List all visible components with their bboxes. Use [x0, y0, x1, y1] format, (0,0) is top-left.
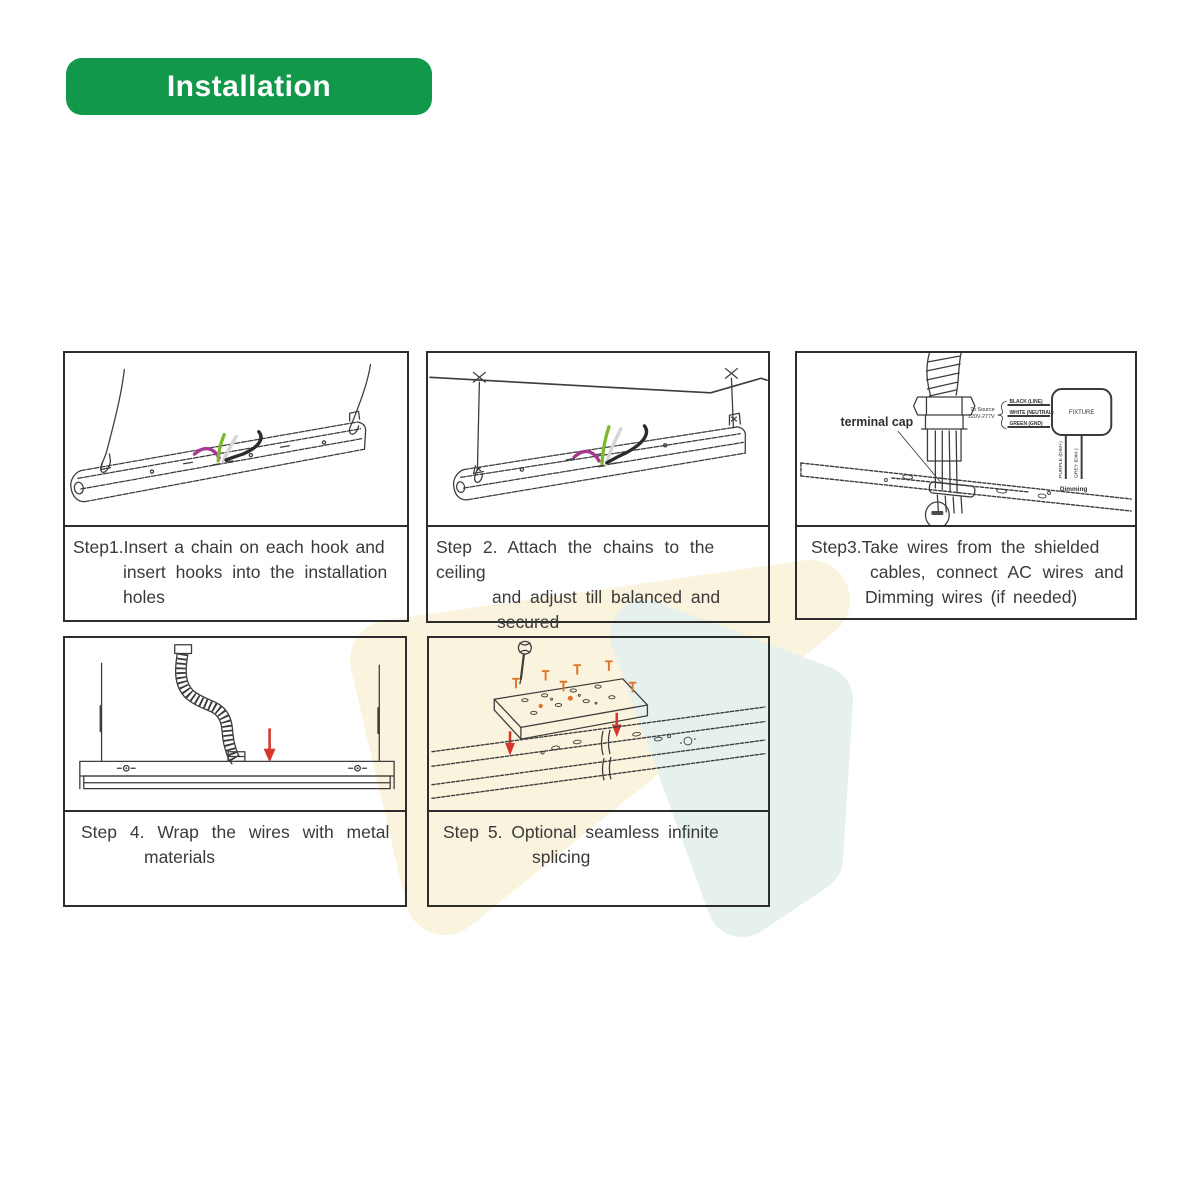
hanging-chains — [475, 378, 734, 482]
suspension-rods — [101, 663, 380, 761]
wire-label-ground: GREEN (GND) — [1009, 421, 1043, 428]
purple-wire — [194, 449, 219, 458]
step-2-caption — [428, 525, 768, 635]
panel-step-1 — [63, 351, 409, 622]
fixture-box-label: FIXTURE — [1068, 409, 1095, 417]
caption-line: splicing — [532, 847, 591, 867]
ceiling-line — [430, 369, 767, 393]
wire-label-line: BLACK (LINE) — [1009, 399, 1043, 406]
panel-step-3 — [795, 351, 1137, 620]
orange-screw-dot — [568, 696, 573, 701]
splice-plate — [494, 679, 647, 739]
caption-line: Step 4. Wrap the wires with metal — [81, 822, 390, 842]
down-arrow — [264, 728, 276, 762]
step-3-illustration — [797, 353, 1135, 525]
caption-line: and adjust till balanced and — [492, 587, 721, 607]
panel-step-2 — [426, 351, 770, 632]
installation-badge-label: Installation — [166, 69, 332, 103]
caption-line: materials — [144, 847, 215, 867]
caption-line: Step 2. Attach the chains to the ceiling — [436, 537, 715, 582]
caption-line: cables, connect AC wires and — [870, 562, 1124, 582]
screwdriver-icon — [518, 641, 531, 683]
terminal-cap-label: terminal cap — [840, 414, 914, 430]
source-label-line2: 120V-277V — [967, 413, 995, 421]
caption-line: insert hooks into the installation — [123, 562, 388, 582]
installation-badge — [66, 58, 432, 115]
rail-slots — [541, 732, 696, 754]
fixture-bar — [78, 422, 365, 502]
step-2-illustration — [428, 353, 768, 525]
green-wire — [218, 435, 224, 461]
fixture-bar-ends — [454, 413, 746, 500]
caption-line: Step 5. Optional seamless infinite — [443, 822, 719, 842]
step-2-drawing — [428, 353, 768, 525]
panel-step-4 — [63, 636, 407, 907]
step-3-caption — [797, 525, 1135, 618]
orange-screw-dot — [539, 704, 543, 708]
down-arrows — [505, 713, 622, 756]
wire-label-neutral: WHITE (NEUTRAL) — [1009, 410, 1054, 417]
step-5-drawing — [429, 638, 768, 810]
step-1-caption — [65, 525, 407, 620]
rail-end-tag — [925, 502, 949, 525]
step-1-illustration — [65, 353, 407, 525]
wire-label-dim-plus: PURPLE (DIM+) — [1058, 441, 1064, 478]
step-5-illustration — [429, 638, 768, 810]
caption-line: secured — [497, 612, 560, 632]
bar-screws — [117, 765, 366, 770]
source-label-line1: To Source — [970, 406, 995, 414]
splice-joint — [601, 730, 610, 780]
step-5-caption — [429, 810, 768, 905]
wire-label-dim-minus: GREY (DIM-) — [1074, 448, 1080, 478]
step-4-illustration — [65, 638, 405, 810]
fixture-rails — [432, 707, 765, 798]
flexible-conduit — [926, 353, 961, 396]
step-4-caption — [65, 810, 405, 905]
caption-line: Step3.Take wires from the shielded — [811, 537, 1100, 557]
panel-step-5 — [427, 636, 770, 907]
rail-slots — [884, 474, 1050, 498]
metal-flex-conduit — [175, 645, 245, 762]
wiring-diagram — [968, 389, 1111, 493]
caption-line: Step1.Insert a chain on each hook and — [73, 537, 385, 557]
dimming-label: Dimming — [1059, 485, 1088, 494]
caption-line: holes — [123, 587, 165, 607]
caption-line: Dimming wires (if needed) — [865, 587, 1078, 607]
step-1-drawing — [65, 353, 407, 525]
step-3-drawing — [797, 353, 1135, 525]
step-4-drawing — [65, 638, 405, 810]
